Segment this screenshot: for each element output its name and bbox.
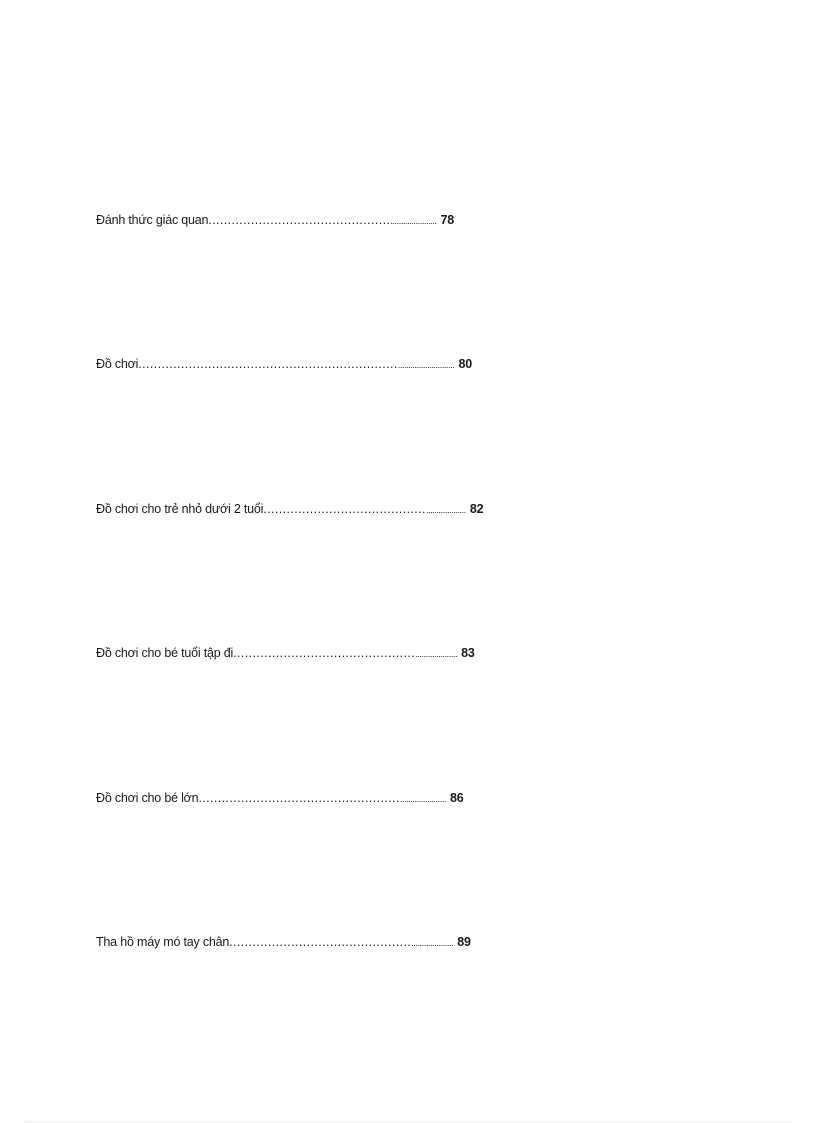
toc-dot-leader-fine: ...................... [399,794,447,804]
toc-entry-do-choi[interactable] [96,354,472,374]
toc-dot-leader: .......................................... [263,502,426,516]
toc-dot-leader: ............................................... [229,935,412,949]
toc-page-number: 80 [458,357,472,371]
toc-dot-leader-fine: ...................... [390,216,437,226]
page-bottom-dotted-rule [24,1121,792,1122]
toc-dot-leader-fine: ........................... [397,360,455,370]
toc-dot-leader-fine: .................... [411,938,454,948]
toc-dot-leader: ............................................... [208,213,391,227]
toc-page-number: 78 [440,213,455,227]
toc-entry-danh-thuc-giac-quan[interactable] [96,210,454,230]
toc-entry-do-choi-cho-be-lon[interactable] [96,788,464,808]
toc-entry-title: Đồ chơi [96,357,139,371]
toc-page-number: 89 [457,935,471,949]
toc-dot-leader: ................................................................... [138,357,398,371]
toc-entry-title: Đồ chơi cho bé tuổi tập đi [96,646,234,660]
toc-entry-do-choi-cho-tre-nho-duoi-2-tuoi[interactable] [96,499,483,519]
toc-page-number: 83 [461,646,475,660]
toc-entry-do-choi-cho-be-tuoi-tap-di[interactable] [96,643,475,663]
toc-entry-title: Đồ chơi cho bé lớn [96,791,199,805]
toc-entry-title: Đánh thức giác quan [96,213,209,227]
toc-page-number: 86 [450,791,464,805]
toc-dot-leader-fine: ................... [425,505,466,515]
toc-dot-leader-fine: .................... [415,649,458,659]
toc-dot-leader: ............................................... [233,646,416,660]
toc-entry-title: Tha hồ máy mó tay chân [96,935,230,949]
toc-page-number: 82 [469,502,484,516]
toc-entry-tha-ho-may-mo-tay-chan[interactable] [96,932,471,952]
toc-entry-title: Đồ chơi cho trẻ nhỏ dưới 2 tuổi [96,502,264,516]
toc-dot-leader: .................................................... [198,791,400,805]
